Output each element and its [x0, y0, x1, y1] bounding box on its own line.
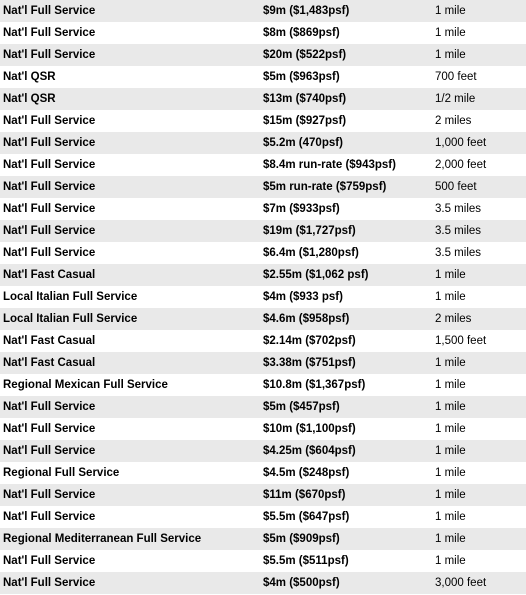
sales-price-cell: $5m run-rate ($759psf) [263, 181, 387, 193]
sales-price-cell: $4.5m ($248psf) [263, 467, 350, 479]
restaurant-type-cell: Nat'l Full Service [3, 137, 96, 149]
distance-cell: 1 mile [435, 291, 466, 303]
restaurant-type-cell: Regional Mexican Full Service [3, 379, 168, 391]
restaurant-type-cell: Nat'l Full Service [3, 5, 96, 17]
sales-price-cell: $5m ($457psf) [263, 401, 340, 413]
table-row [0, 220, 526, 242]
table-row [0, 66, 526, 88]
sales-price-cell: $11m ($670psf) [263, 489, 346, 501]
sales-price-cell: $4m ($500psf) [263, 577, 340, 589]
distance-cell: 1 mile [435, 489, 466, 501]
table-row [0, 308, 526, 330]
restaurant-type-cell: Nat'l QSR [3, 71, 56, 83]
sales-price-cell: $13m ($740psf) [263, 93, 347, 105]
distance-cell: 1 mile [435, 357, 466, 369]
table-row [0, 484, 526, 506]
distance-cell: 700 feet [435, 71, 477, 83]
distance-cell: 3.5 miles [435, 203, 482, 215]
sales-price-cell: $4.6m ($958psf) [263, 313, 350, 325]
sales-price-cell: $8m ($869psf) [263, 27, 340, 39]
restaurant-type-cell: Nat'l Full Service [3, 445, 96, 457]
table-row [0, 88, 526, 110]
sales-price-cell: $10m ($1,100psf) [263, 423, 356, 435]
restaurant-type-cell: Local Italian Full Service [3, 313, 138, 325]
table-row [0, 154, 526, 176]
restaurant-type-cell: Nat'l Full Service [3, 577, 96, 589]
distance-cell: 1 mile [435, 423, 466, 435]
distance-cell: 3.5 miles [435, 225, 482, 237]
distance-cell: 1,000 feet [435, 137, 487, 149]
distance-cell: 1 mile [435, 49, 466, 61]
table-row [0, 462, 526, 484]
table-row [0, 352, 526, 374]
sales-price-cell: $5m ($909psf) [263, 533, 340, 545]
restaurant-type-cell: Nat'l Full Service [3, 203, 96, 215]
table-row [0, 374, 526, 396]
distance-cell: 1 mile [435, 379, 466, 391]
distance-cell: 1/2 mile [435, 93, 476, 105]
restaurant-type-cell: Nat'l Full Service [3, 49, 96, 61]
restaurant-type-cell: Nat'l Full Service [3, 247, 96, 259]
sales-price-cell: $7m ($933psf) [263, 203, 340, 215]
distance-cell: 1 mile [435, 533, 466, 545]
sales-price-cell: $5m ($963psf) [263, 71, 340, 83]
sales-price-cell: $3.38m ($751psf) [263, 357, 356, 369]
sales-price-cell: $15m ($927psf) [263, 115, 347, 127]
distance-cell: 1 mile [435, 27, 466, 39]
sales-price-cell: $5.5m ($511psf) [263, 555, 349, 567]
distance-cell: 1 mile [435, 445, 466, 457]
distance-cell: 2 miles [435, 313, 472, 325]
sales-price-cell: $8.4m run-rate ($943psf) [263, 159, 396, 171]
distance-cell: 2,000 feet [435, 159, 487, 171]
sales-price-cell: $5.5m ($647psf) [263, 511, 350, 523]
table-row [0, 110, 526, 132]
table-row [0, 440, 526, 462]
table-row [0, 506, 526, 528]
table-row [0, 198, 526, 220]
distance-cell: 3,000 feet [435, 577, 487, 589]
restaurant-type-cell: Nat'l Full Service [3, 159, 96, 171]
table-row [0, 44, 526, 66]
restaurant-type-cell: Regional Full Service [3, 467, 120, 479]
restaurant-type-cell: Nat'l Fast Casual [3, 357, 96, 369]
restaurant-type-cell: Nat'l Full Service [3, 181, 96, 193]
table-row [0, 242, 526, 264]
table-row [0, 132, 526, 154]
sales-price-cell: $2.55m ($1,062 psf) [263, 269, 369, 281]
distance-cell: 1 mile [435, 269, 466, 281]
sales-price-cell: $19m ($1,727psf) [263, 225, 356, 237]
distance-cell: 1 mile [435, 511, 466, 523]
table-row [0, 264, 526, 286]
restaurant-type-cell: Nat'l QSR [3, 93, 56, 105]
restaurant-type-cell: Nat'l Full Service [3, 401, 96, 413]
restaurant-type-cell: Regional Mediterranean Full Service [3, 533, 202, 545]
restaurant-type-cell: Nat'l Full Service [3, 27, 96, 39]
sales-price-cell: $4m ($933 psf) [263, 291, 343, 303]
distance-cell: 1 mile [435, 467, 466, 479]
table-row [0, 528, 526, 550]
restaurant-type-cell: Local Italian Full Service [3, 291, 138, 303]
sales-price-cell: $6.4m ($1,280psf) [263, 247, 359, 259]
restaurant-type-cell: Nat'l Full Service [3, 115, 96, 127]
distance-cell: 1,500 feet [435, 335, 487, 347]
restaurant-type-cell: Nat'l Full Service [3, 555, 96, 567]
restaurant-type-cell: Nat'l Fast Casual [3, 269, 96, 281]
distance-cell: 3.5 miles [435, 247, 482, 259]
distance-cell: 1 mile [435, 5, 466, 17]
restaurant-type-cell: Nat'l Full Service [3, 423, 96, 435]
table-row [0, 418, 526, 440]
table-row [0, 286, 526, 308]
sales-price-cell: $10.8m ($1,367psf) [263, 379, 366, 391]
table-row [0, 330, 526, 352]
restaurant-type-cell: Nat'l Full Service [3, 225, 96, 237]
table-row [0, 0, 526, 22]
distance-cell: 1 mile [435, 555, 466, 567]
restaurant-type-cell: Nat'l Full Service [3, 489, 96, 501]
table-row [0, 176, 526, 198]
table-row [0, 22, 526, 44]
sales-price-cell: $20m ($522psf) [263, 49, 347, 61]
distance-cell: 1 mile [435, 401, 466, 413]
distance-cell: 2 miles [435, 115, 472, 127]
sales-price-cell: $5.2m (470psf) [263, 137, 343, 149]
table-row [0, 550, 526, 572]
table-row [0, 396, 526, 418]
table-row [0, 572, 526, 594]
restaurant-type-cell: Nat'l Full Service [3, 511, 96, 523]
sales-price-cell: $9m ($1,483psf) [263, 5, 350, 17]
distance-cell: 500 feet [435, 181, 477, 193]
sales-price-cell: $2.14m ($702psf) [263, 335, 356, 347]
sales-price-cell: $4.25m ($604psf) [263, 445, 356, 457]
restaurant-type-cell: Nat'l Fast Casual [3, 335, 96, 347]
